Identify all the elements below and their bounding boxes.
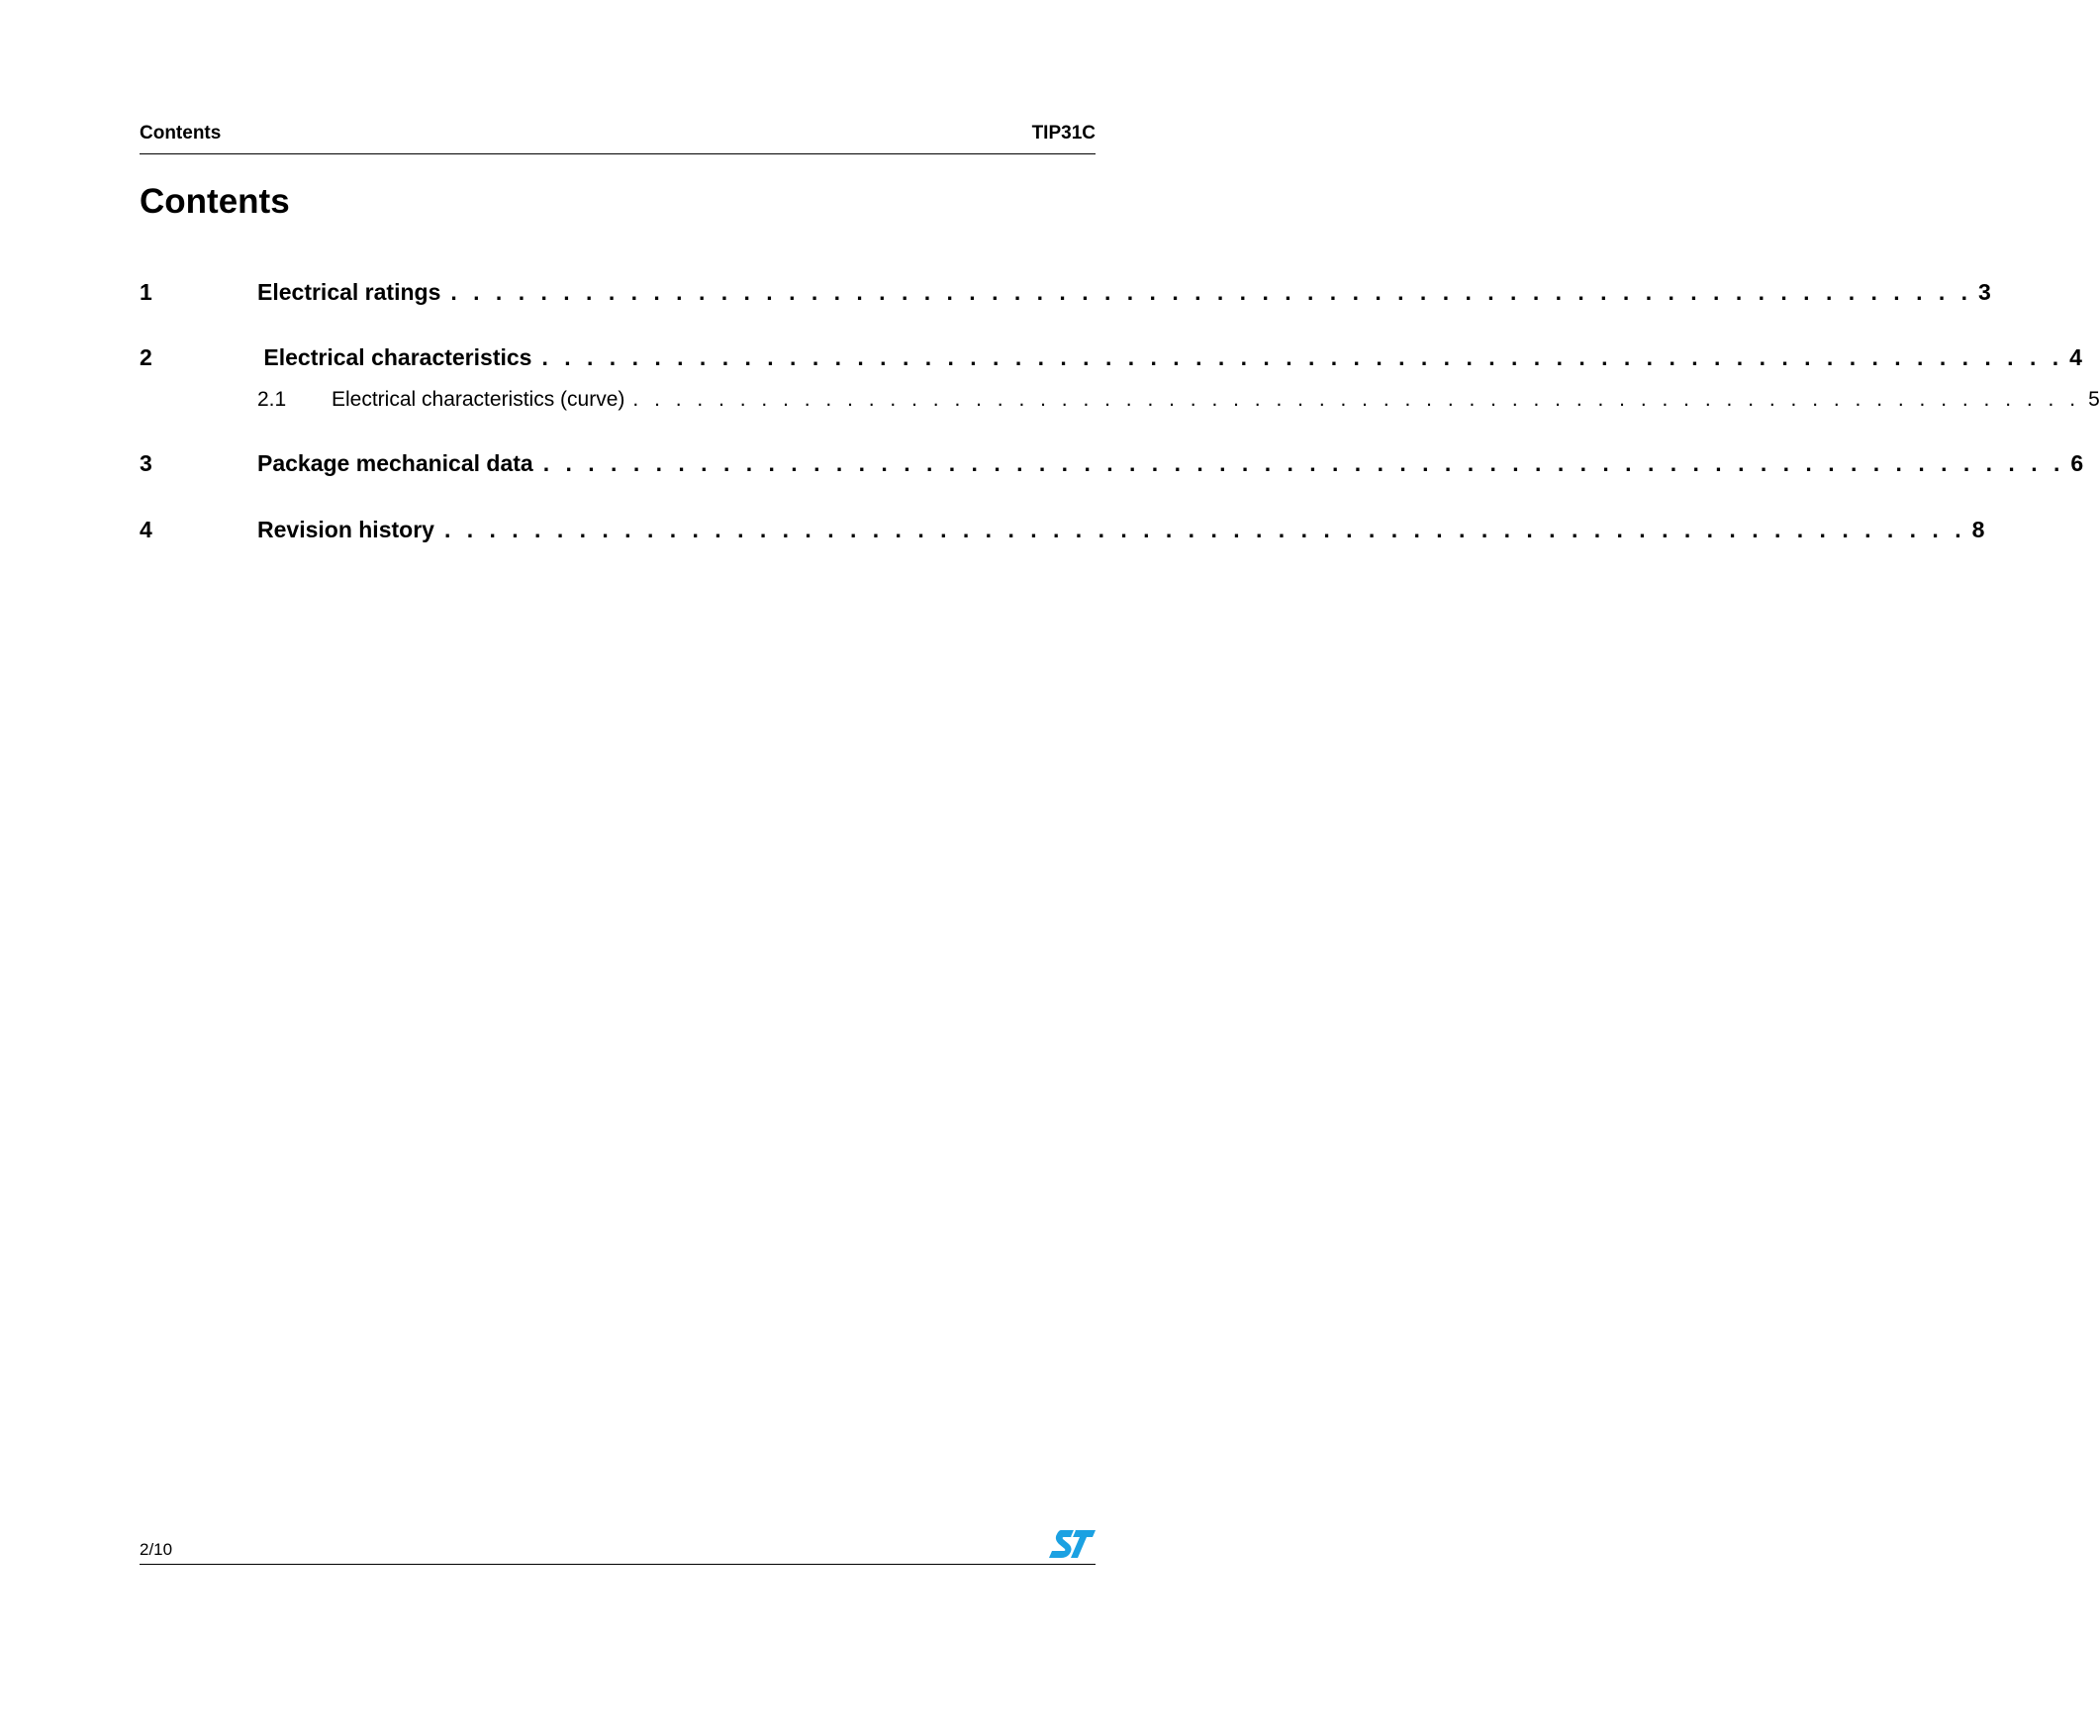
toc-subentry-page[interactable]: 5: [2088, 388, 2100, 411]
header-section-title: Contents: [140, 123, 222, 144]
toc-subentry-title[interactable]: Electrical characteristics (curve): [332, 388, 625, 411]
toc-dot-leader: . . . . . . . . . . . . . . . . . . . . . . . . . . . . . . . . . . . . . . . . . . . . . . . . . . . . . . . . . . . . . . . . . . . .: [542, 450, 2065, 476]
header-product-name: TIP31C: [1031, 123, 1096, 144]
toc-entry-title[interactable]: Electrical ratings: [257, 279, 441, 305]
toc-entry-number: 3: [140, 450, 152, 476]
toc-dot-leader: . . . . . . . . . . . . . . . . . . . . . . . . . . . . . . . . . . . . . . . . . . . . . . . . . . . . . . . . . . . . . . . . . . . .: [450, 279, 1973, 305]
footer-divider: [140, 1564, 1096, 1565]
toc-entry-page[interactable]: 3: [1978, 279, 1991, 305]
toc-entry-number: 2: [140, 344, 152, 370]
toc-entry-page[interactable]: 6: [2070, 450, 2084, 476]
running-header: [140, 122, 1096, 151]
toc-entry-page[interactable]: 4: [2069, 344, 2082, 370]
toc-entry-title[interactable]: Electrical characteristics: [257, 344, 532, 370]
header-divider: [140, 153, 1096, 154]
toc-dot-leader: . . . . . . . . . . . . . . . . . . . . . . . . . . . . . . . . . . . . . . . . . . . . . . . . . . . . . . . . . . . . . . . . . . . .: [443, 517, 1966, 542]
page-title: Contents: [140, 182, 290, 221]
toc-dot-leader: . . . . . . . . . . . . . . . . . . . . . . . . . . . . . . . . . . . . . . . . . . . . . . . . . . . . . . . . . . . . . . . . . . . .: [632, 388, 2081, 411]
st-logo-icon: [1047, 1528, 1097, 1560]
toc-subentry-electrical-characteristics-curve[interactable]: [257, 385, 2100, 415]
toc-entry-revision-history[interactable]: [140, 513, 1985, 546]
toc-entry-number: 1: [140, 279, 152, 305]
toc-entry-electrical-ratings[interactable]: [140, 275, 1991, 309]
toc-entry-number: 4: [140, 517, 152, 542]
toc-dot-leader: . . . . . . . . . . . . . . . . . . . . . . . . . . . . . . . . . . . . . . . . . . . . . . . . . . . . . . . . . . . . . . . . . . . .: [541, 344, 2064, 370]
toc-entry-electrical-characteristics[interactable]: [140, 340, 2082, 374]
toc-entry-title[interactable]: Revision history: [257, 517, 434, 542]
footer-page-number: 2/10: [140, 1540, 173, 1559]
toc-subentry-number: 2.1: [257, 388, 287, 411]
toc-entry-title[interactable]: Package mechanical data: [257, 450, 533, 476]
toc-entry-package-mechanical-data[interactable]: [140, 446, 2084, 480]
toc-entry-page[interactable]: 8: [1971, 517, 1985, 542]
